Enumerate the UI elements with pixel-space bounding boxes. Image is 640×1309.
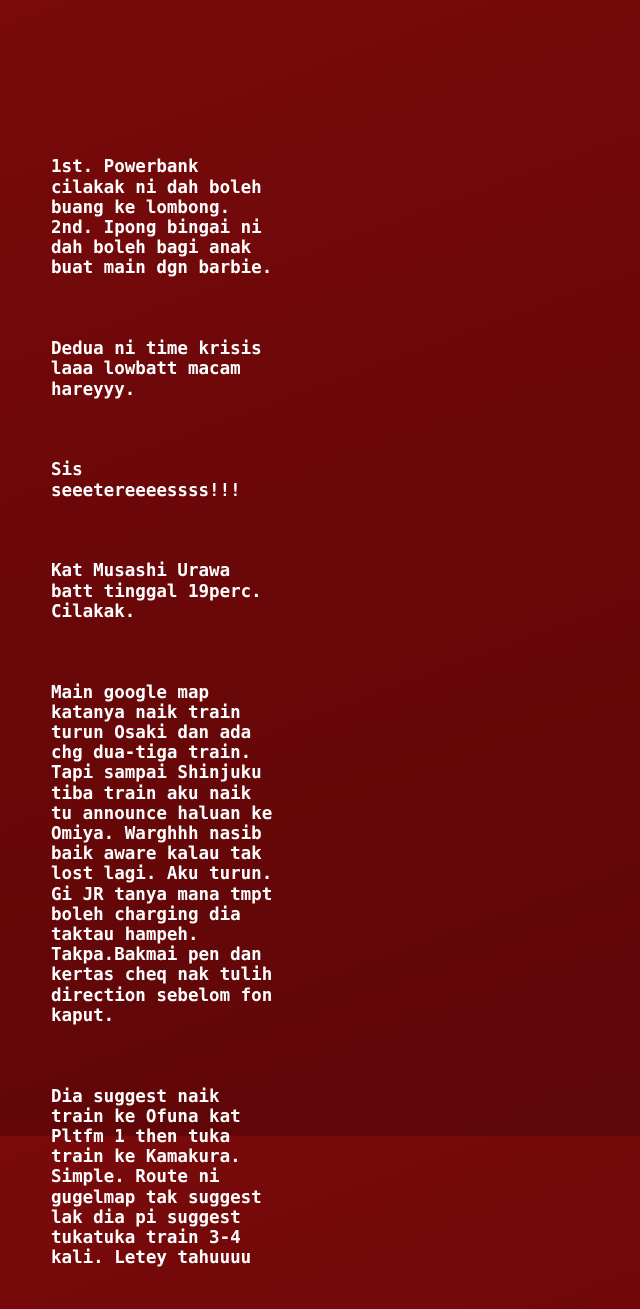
story-text-block xyxy=(51,117,611,1309)
story-paragraph: Main google map katanya naik train turun Osaki dan ada chg dua-tiga train. Tapi sampai Shinjuku tiba train aku naik tu announce haluan ke Omiya. Warghhh nasib baik aware kalau tak lost lagi. Aku turun. Gi JR tanya mana tmpt boleh charging dia taktau hampeh. Takpa.Bakmai pen dan kertas cheq nak tulih direction sebelom fon kaput. xyxy=(51,682,273,1026)
story-paragraph: Sis seeetereeeessss!!! xyxy=(51,460,241,501)
story-paragraph: 1st. Powerbank cilakak ni dah boleh buang ke lombong. 2nd. Ipong bingai ni dah boleh bagi anak buat main dgn barbie. xyxy=(51,157,273,279)
story-paragraph: Kat Musashi Urawa batt tinggal 19perc. Cilakak. xyxy=(51,561,262,622)
story-paragraph: Dia suggest naik train ke Ofuna kat Pltfm 1 then tuka train ke Kamakura. Simple. Route ni gugelmap tak suggest lak dia pi suggest tukatuka train 3-4 kali. Letey tahuuuu xyxy=(51,1086,262,1269)
story-paragraph: Dedua ni time krisis laaa lowbatt macam hareyyy. xyxy=(51,339,262,400)
